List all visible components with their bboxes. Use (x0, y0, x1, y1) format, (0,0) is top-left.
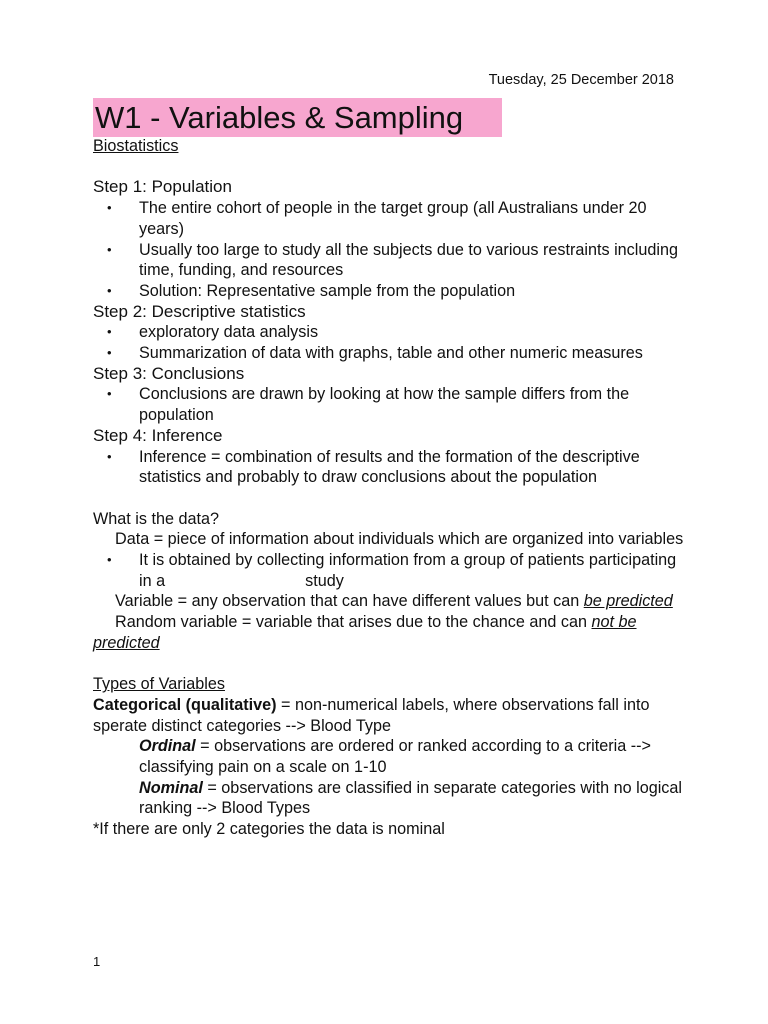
variable-definition (93, 591, 693, 612)
list-item: • The entire cohort of people in the target group (all Australians under 20 years) (93, 198, 693, 239)
types-heading: Types of Variables (93, 675, 225, 694)
list-item (93, 550, 693, 591)
random-text: Random variable = variable that arises due to the chance and can (115, 613, 587, 632)
list-item: • exploratory data analysis (93, 322, 693, 343)
random-variable-definition (93, 612, 693, 653)
categorical-definition (93, 695, 693, 736)
nominal-text: = observations are classified in separate categories with no logical ranking --> Blood Types (139, 778, 683, 818)
ordinal-definition (93, 736, 693, 777)
data-definition: Data = piece of information about individuals which are organized into variables (115, 530, 684, 549)
nominal-note: *If there are only 2 categories the data is nominal (93, 820, 445, 839)
list-item: • Conclusions are drawn by looking at how the sample differs from the population (93, 384, 693, 425)
page-title: W1 - Variables & Sampling (93, 98, 502, 137)
ordinal-label: Ordinal (139, 737, 196, 756)
random-emphasis: not be predicted (93, 613, 637, 652)
step-2-heading: Step 2: Descriptive statistics (93, 301, 306, 321)
list-item: • Solution: Representative sample from the population (93, 281, 693, 302)
variable-text: Variable = any observation that can have different values but can (115, 592, 580, 611)
nominal-label: Nominal (139, 778, 203, 797)
bullet-text: study (305, 571, 344, 590)
spacer (93, 157, 693, 178)
list-item: • Usually too large to study all the subjects due to various restraints including time, funding, and resources (93, 240, 693, 281)
categorical-label: Categorical (qualitative) (93, 695, 277, 714)
subtitle: Biostatistics (93, 137, 179, 155)
nominal-definition (93, 778, 693, 819)
ordinal-text: = observations are ordered or ranked according to a criteria --> classifying pain on a scale on 1-10 (139, 737, 651, 777)
spacer (93, 654, 693, 675)
bullet-text: It is obtained by collecting information from a group of patients participating in a (139, 551, 677, 590)
categorical-text: = non-numerical labels, where observations fall into sperate distinct categories --> Blood Type (93, 695, 650, 735)
step-1-heading: Step 1: Population (93, 177, 232, 197)
variable-emphasis: be predicted (583, 592, 673, 611)
list-item: • Summarization of data with graphs, table and other numeric measures (93, 343, 693, 364)
step-4-heading: Step 4: Inference (93, 425, 223, 445)
list-item: • Inference = combination of results and the formation of the descriptive statistics and probably to draw conclusions about the population (93, 447, 693, 488)
page-number: 1 (93, 954, 101, 969)
data-question: What is the data? (93, 509, 219, 528)
note-date: Tuesday, 25 December 2018 (488, 72, 674, 88)
step-3-heading: Step 3: Conclusions (93, 363, 245, 383)
note-body (93, 136, 693, 840)
spacer (93, 488, 693, 509)
